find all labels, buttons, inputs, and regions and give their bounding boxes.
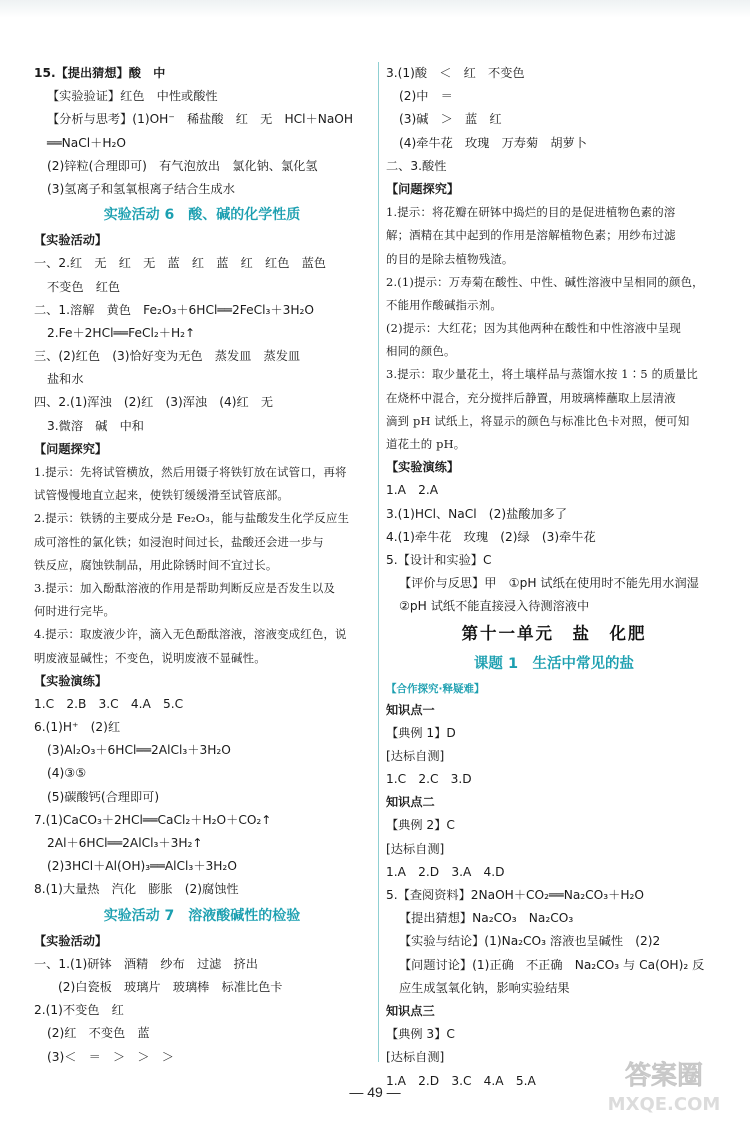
left-column-line: 15.【提出猜想】酸 中 xyxy=(34,66,166,80)
page-number: — 49 — xyxy=(349,1084,401,1100)
page-top-edge xyxy=(0,0,750,18)
right-column-line: 应生成氢氧化钠，影响实验结果 xyxy=(399,980,570,995)
right-column-line: 在烧杯中混合，充分搅拌后静置，用玻璃棒蘸取上层清液 xyxy=(386,390,676,405)
right-column-line: 道花土的 pH。 xyxy=(386,437,466,451)
right-column-line: 3.(1)HCl、NaCl (2)盐酸加多了 xyxy=(386,506,568,521)
left-column-line: 2.Fe＋2HCl══FeCl₂＋H₂↑ xyxy=(47,325,196,340)
left-column-line: 【分析与思考】(1)OH⁻ 稀盐酸 红 无 HCl＋NaOH xyxy=(47,112,354,127)
left-column-line: 一、1.(1)研钵 酒精 纱布 过滤 挤出 xyxy=(34,956,258,971)
right-column-line: 1.A 2.A xyxy=(386,483,439,498)
right-column-line: 3.提示：取少量花土，将土壤样品与蒸馏水按 1∶5 的质量比 xyxy=(386,367,698,382)
left-column-line: (2)锌粒(合理即可) 有气泡放出 氯化钠、氯化氢 xyxy=(47,158,318,173)
left-column-line: (2)白瓷板 玻璃片 玻璃棒 标准比色卡 xyxy=(58,979,283,994)
left-column-line: 一、2.红 无 红 无 蓝 红 蓝 红 红色 蓝色 xyxy=(34,256,326,271)
right-column-line: 相同的颜色。 xyxy=(386,344,456,359)
right-column-line: 4.(1)牵牛花 玫瑰 (2)绿 (3)牵牛花 xyxy=(386,529,596,544)
right-column-line: 3.(1)酸 ＜ 红 不变色 xyxy=(386,66,525,80)
right-column-line: 不能用作酸碱指示剂。 xyxy=(386,297,502,312)
left-column-line: 铁反应，腐蚀铁制品，用此除锈时间不宜过长。 xyxy=(34,557,278,572)
left-column-line: 实验活动 7 溶液酸碱性的检验 xyxy=(103,907,301,924)
right-column-line: [达标自测] xyxy=(386,1050,445,1065)
left-column-line: 2.(1)不变色 红 xyxy=(34,1003,124,1018)
right-column-line: 知识点三 xyxy=(386,1003,435,1018)
right-column-line: 1.A 2.D 3.C 4.A 5.A xyxy=(386,1073,536,1088)
right-column-line: 解；酒精在其中起到的作用是溶解植物色素；用纱布过滤 xyxy=(386,228,676,243)
right-column-line: (3)碱 ＞ 蓝 红 xyxy=(399,112,502,127)
right-column-line: 【提出猜想】Na₂CO₃ Na₂CO₃ xyxy=(399,911,574,926)
left-column-line: 成可溶性的氯化铁；如浸泡时间过长，盐酸还会进一步与 xyxy=(34,534,324,549)
left-column-line: 何时进行完毕。 xyxy=(34,604,116,619)
right-column-line: [达标自测] xyxy=(386,748,445,763)
left-column-line: 2.提示：铁锈的主要成分是 Fe₂O₃，能与盐酸发生化学反应生 xyxy=(34,511,350,526)
left-column-line: 【实验演练】 xyxy=(34,673,108,688)
left-column-line: 实验活动 6 酸、碱的化学性质 xyxy=(103,207,301,224)
left-column-line: 3.微溶 碱 中和 xyxy=(47,418,144,433)
watermark-logo xyxy=(584,1054,744,1118)
left-column xyxy=(34,62,370,1064)
left-column-line: (4)③⑤ xyxy=(47,766,87,781)
left-column-line: 【实验验证】红色 中性或酸性 xyxy=(47,89,218,104)
left-column-line: (2)3HCl＋Al(OH)₃══AlCl₃＋3H₂O xyxy=(47,859,237,874)
left-column-line: 7.(1)CaCO₃＋2HCl══CaCl₂＋H₂O＋CO₂↑ xyxy=(34,812,272,827)
left-column-line: 盐和水 xyxy=(47,372,84,387)
left-column-line: 四、2.(1)浑浊 (2)红 (3)浑浊 (4)红 无 xyxy=(34,395,274,410)
left-column-line: 试管慢慢地直立起来，使铁钉缓缓滑至试管底部。 xyxy=(34,488,289,503)
left-column-line: 8.(1)大量热 汽化 膨胀 (2)腐蚀性 xyxy=(34,882,239,897)
left-column-line: 二、1.溶解 黄色 Fe₂O₃＋6HCl══2FeCl₃＋3H₂O xyxy=(34,302,314,317)
right-column-line: 【典例 2】C xyxy=(386,818,455,833)
right-column-line: 5.【查阅资料】2NaOH＋CO₂══Na₂CO₃＋H₂O xyxy=(386,888,644,902)
left-column-line: 不变色 红色 xyxy=(47,279,121,294)
left-column-line: 1.提示：先将试管横放，然后用镊子将铁钉放在试管口，再将 xyxy=(34,465,347,479)
right-column-line: 【问题探究】 xyxy=(386,181,460,196)
right-column-line: 【典例 3】C xyxy=(386,1027,455,1042)
left-column-line: 【问题探究】 xyxy=(34,441,108,456)
right-column-line: 【评价与反思】甲 ①pH 试纸在使用时不能先用水润湿 xyxy=(399,576,699,591)
left-column-line: (5)碳酸钙(合理即可) xyxy=(47,789,160,804)
right-column-line: 滴到 pH 试纸上，将显示的颜色与标准比色卡对照，便可知 xyxy=(386,413,690,428)
right-column-line: 1.A 2.D 3.A 4.D xyxy=(386,864,505,879)
left-column-line: 【实验活动】 xyxy=(34,233,108,248)
left-column-line: (3)氢离子和氢氧根离子结合生成水 xyxy=(47,181,235,196)
left-column-line: 三、(2)红色 (3)恰好变为无色 蒸发皿 蒸发皿 xyxy=(34,349,301,364)
right-column-line: (2)中 ＝ xyxy=(399,89,453,104)
right-column-line: 的目的是除去植物残渣。 xyxy=(386,251,514,266)
left-column-line: 6.(1)H⁺ (2)红 xyxy=(34,720,121,735)
left-column-line: (3)＜ ＝ ＞ ＞ ＞ xyxy=(47,1049,174,1064)
svg-text:答案圈: 答案圈 xyxy=(624,1061,704,1091)
left-column-line: 3.提示：加入酚酞溶液的作用是帮助判断反应是否发生以及 xyxy=(34,580,336,595)
left-column-line: 【实验活动】 xyxy=(34,933,108,948)
column-divider xyxy=(378,62,379,1062)
left-column-line: 4.提示：取废液少许，滴入无色酚酞溶液，溶液变成红色，说 xyxy=(34,627,347,642)
right-column-line: 1.提示：将花瓣在研钵中捣烂的目的是促进植物色素的溶 xyxy=(386,205,676,220)
right-column-line: 课题 1 生活中常见的盐 xyxy=(473,655,635,672)
right-column-line: 【问题讨论】(1)正确 不正确 Na₂CO₃ 与 Ca(OH)₂ 反 xyxy=(399,957,705,972)
right-column-line: [达标自测] xyxy=(386,841,445,856)
right-column-line: 【实验演练】 xyxy=(386,460,460,475)
right-column-line: ②pH 试纸不能直接浸入待测溶液中 xyxy=(399,599,590,614)
left-column-line: ══NaCl＋H₂O xyxy=(47,135,126,150)
right-column-line: 第十一单元 盐 化肥 xyxy=(461,623,647,643)
svg-text:MXQE.COM: MXQE.COM xyxy=(607,1094,721,1115)
right-column-line: 【合作探究·释疑难】 xyxy=(386,682,485,695)
left-column-line: 1.C 2.B 3.C 4.A 5.C xyxy=(34,696,184,711)
right-column-line: 【典例 1】D xyxy=(386,725,456,740)
left-column-line: 2Al＋6HCl══2AlCl₃＋3H₂↑ xyxy=(47,836,203,850)
right-column-line: 5.【设计和实验】C xyxy=(386,552,492,567)
right-column-line: 二、3.酸性 xyxy=(386,158,447,173)
right-column-line: 知识点一 xyxy=(386,702,435,717)
left-column-line: (2)红 不变色 蓝 xyxy=(47,1026,150,1041)
right-column-line: 1.C 2.C 3.D xyxy=(386,772,472,787)
right-column-line: (4)牵牛花 玫瑰 万寿菊 胡萝卜 xyxy=(399,135,587,150)
right-column-line: 2.(1)提示：万寿菊在酸性、中性、碱性溶液中呈相同的颜色， xyxy=(386,274,704,289)
right-column-line: 知识点二 xyxy=(386,795,435,810)
right-column-line: (2)提示：大红花；因为其他两种在酸性和中性溶液中呈现 xyxy=(386,321,681,336)
left-column-line: 明废液显碱性；不变色，说明废液不显碱性。 xyxy=(34,650,266,665)
left-column-line: (3)Al₂O₃＋6HCl══2AlCl₃＋3H₂O xyxy=(47,743,231,758)
right-column-line: 【实验与结论】(1)Na₂CO₃ 溶液也呈碱性 (2)2 xyxy=(399,934,661,949)
